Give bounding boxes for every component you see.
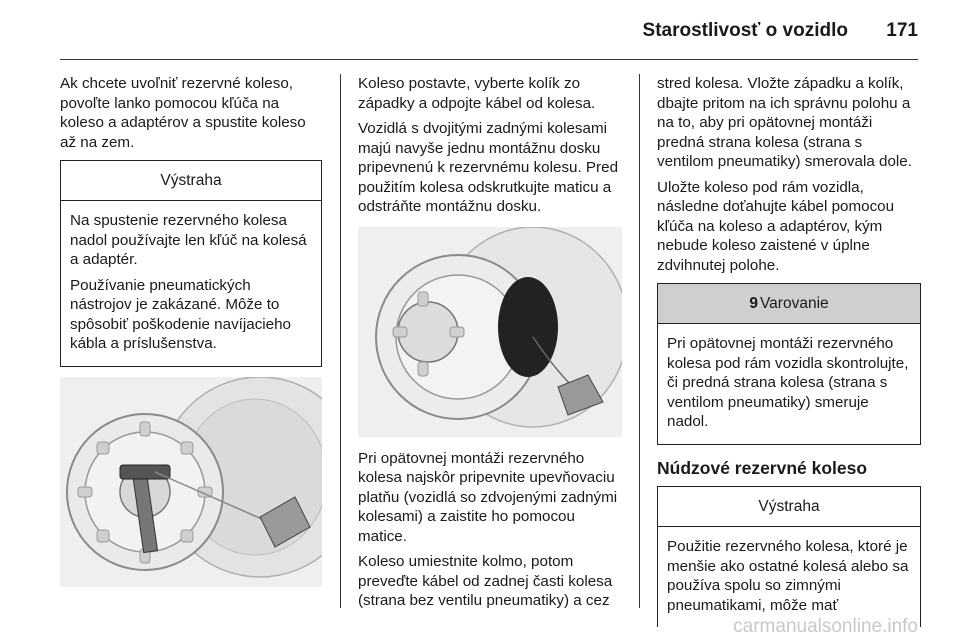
caution-box-2 xyxy=(657,486,921,627)
wheel-cable-icon xyxy=(358,227,622,437)
paragraph-2: Vozidlá s dvojitými zadnými kolesami majú navyše jednu montážnu dosku pripevnenú k rezervnému kolesu. Pred použitím kolesa odskrutkujte maticu a odstráňte montážnu dosku. xyxy=(358,120,619,215)
page-header xyxy=(0,0,960,60)
caution-2-paragraph: Použitie rezervného kolesa, ktoré je menšie ako ostatné kolesá alebo sa používa spolu so zimnými pneumatikami, môže mať xyxy=(667,538,909,614)
page-number: 171 xyxy=(886,20,918,41)
paragraph-5: stred kolesa. Vložte západku a kolík, dbajte pritom na ich správnu polohu a na to, aby pri opätovnej montáži predná strana kolesa (strana s ventilom pneumatiky) smerovala dole. xyxy=(657,75,912,170)
caution-box-title: Výstraha xyxy=(61,161,321,201)
caution-box-2-title: Výstraha xyxy=(658,487,920,527)
caution-paragraph-2: Používanie pneumatických nástrojov je zakázané. Môže to spôsobiť poškodenie navíjacieho kábla a príslušenstva. xyxy=(70,276,292,352)
watermark: carmanualsonline.info xyxy=(733,616,918,637)
warning-box xyxy=(657,283,921,445)
column-divider-2 xyxy=(639,74,640,608)
caution-box xyxy=(60,160,322,367)
column-right xyxy=(657,74,921,627)
paragraph-1: Koleso postavte, vyberte kolík zo západky a odpojte kábel od kolesa. xyxy=(358,75,596,112)
paragraph-6: Uložte koleso pod rám vozidla, následne doťahujte kábel pomocou kľúča na koleso a adaptérov, kým nebude koleso zaistené v úplne zdvihnutej polohe. xyxy=(657,178,895,274)
section-heading: Núdzové rezervné koleso xyxy=(657,457,868,478)
warning-paragraph: Pri opätovnej montáži rezervného kolesa pod rám vozidla skontrolujte, či predná strana kolesa (strana s ventilom pneumatiky) smeruje nadol. xyxy=(667,335,909,430)
column-divider-1 xyxy=(340,74,341,608)
intro-paragraph: Ak chcete uvoľniť rezervné koleso, povoľte lanko pomocou kľúča na koleso a adaptérov a spustite koleso až na zem. xyxy=(60,75,306,151)
wheel-wrench-icon xyxy=(60,377,322,587)
paragraph-3: Pri opätovnej montáži rezervného kolesa najskôr pripevnite upevňovaciu platňu (vozidlá so zdvojenými zadnými kolesami) a zaistite ho pomocou matice. xyxy=(358,449,618,545)
header-divider xyxy=(60,59,918,60)
warning-icon: 9 xyxy=(749,294,758,312)
spare-wheel-cable-illustration xyxy=(358,227,622,437)
caution-paragraph-1: Na spustenie rezervného kolesa nadol používajte len kľúč na kolesá a adaptér. xyxy=(70,212,307,268)
paragraph-4: Koleso umiestnite kolmo, potom preveďte kábel od zadnej časti kolesa (strana bez ventilu pneumatiky) a cez xyxy=(358,553,613,609)
warning-title-text: Varovanie xyxy=(759,294,829,312)
warning-box-title xyxy=(658,284,920,324)
spare-wheel-lowering-illustration xyxy=(60,377,322,587)
column-left xyxy=(60,74,322,587)
column-middle xyxy=(358,74,622,617)
page-title: Starostlivosť o vozidlo xyxy=(642,20,848,41)
